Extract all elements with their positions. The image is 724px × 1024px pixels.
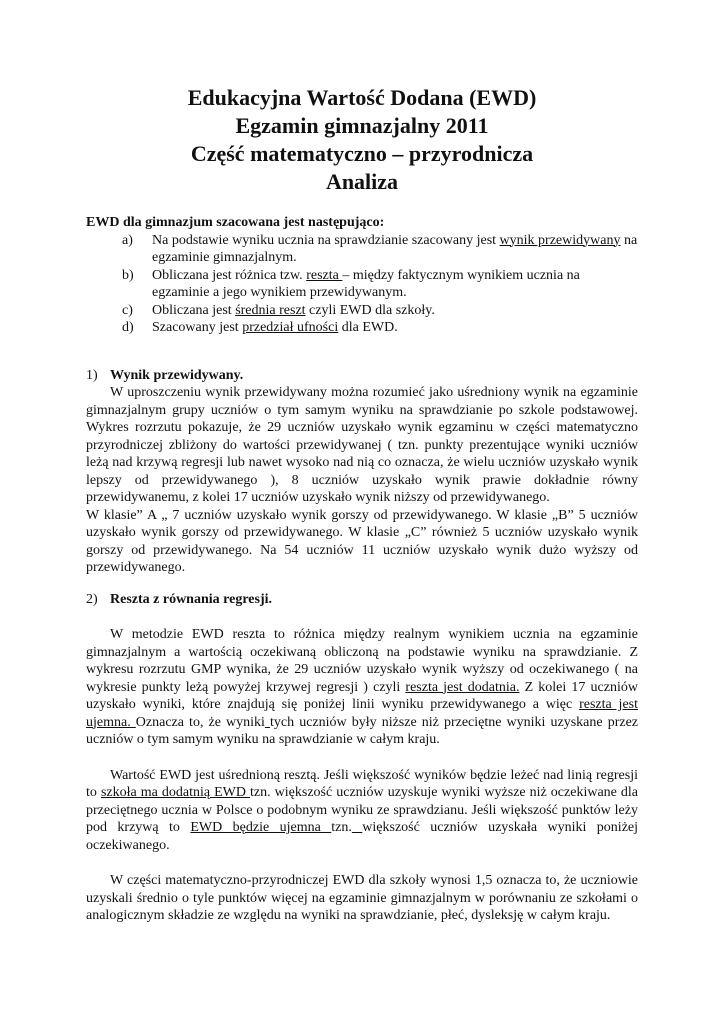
title-line-3: Część matematyczno – przyrodnicza (190, 141, 534, 166)
section-number: 2) (86, 591, 98, 607)
document-title (86, 84, 638, 196)
item-text: Obliczana jest (152, 302, 236, 318)
paragraph-text: tzn. (331, 820, 352, 835)
list-marker: d) (122, 320, 134, 335)
section-2-paragraph-3: W części matematyczno-przyrodniczej EWD dla szkoły wynosi 1,5 oznacza to, że uczniowie uzyskali średnio o tyle punktów więcej na egzaminie gimnazjalnym w porównaniu ze szkołami o analogicznym składzie ze względu na wyniki na sprawdzianie, płeć, dysleksję w całym kraju. (86, 873, 638, 923)
title-line-2: Egzamin gimnazjalny 2011 (235, 113, 489, 138)
document-page (86, 84, 638, 925)
paragraph-text: tzn. większość uczniów uzyskuje wyniki wyższe niż oczekiwane dla przeciętnego ucznia w Polsce o podobnym wyniku ze sprawdzianu. Jeśli większość punktów leży pod krzywą to (86, 785, 639, 835)
paragraph-text: Z kolei 17 uczniów uzyskało wyniki, które znajdują się poniżej linii wyniku przewidywanego a więc (86, 679, 638, 712)
section-1-paragraph-1: W uproszczeniu wynik przewidywany można rozumieć jako uśredniony wynik na egzaminie gimnazjalnym grupy uczniów o tym samym wyniku na sprawdzianie po szkole podstawowej. Wykres rozrzutu pokazuje, że 29 uczniów uzyskało wynik egzaminu w części matematyczno przyrodniczej zbliżony do wartości przewidywanej ( tzn. punkty prezentujące wyniki uczniów leżą nad krzywą regresji lub nawet wysoko nad nią co oznacza, że wielu uczniów uzyskało wynik lepszy od przewidywanego ), 8 uczniów uzyskało wynik prawie dokładnie równy przewidywanemu, z kolei 17 uczniów uzyskało wynik niższy od przewidywanego. (86, 385, 638, 505)
item-text: na egzaminie gimnazjalnym. (152, 232, 638, 265)
paragraph-text: Wartość EWD jest uśrednioną resztą. Jeśli większość wyników będzie leżeć nad linią regresji to (86, 767, 638, 800)
title-line-4: Analiza (325, 169, 399, 194)
section-2-paragraph-1 (86, 626, 638, 749)
item-underlined-term: średnia reszt (235, 302, 306, 318)
intro-item-d (122, 319, 638, 337)
underlined-term: szkoła ma dodatnią EWD (100, 785, 251, 800)
paragraph-text: Oznacza to, że wyniki (135, 714, 265, 730)
title-line-1: Edukacyjna Wartość Dodana (EWD) (187, 85, 537, 110)
item-underlined-term: wynik przewidywany (499, 232, 621, 248)
item-text: dla EWD. (338, 320, 398, 335)
item-text: Obliczana jest różnica tzw. (152, 267, 307, 283)
list-marker: b) (122, 267, 134, 283)
section-title: Wynik przewidywany. (110, 367, 244, 383)
list-marker: a) (122, 232, 133, 248)
section-2-paragraph-2 (86, 767, 638, 855)
section-1-paragraph-2: W klasie” A „ 7 uczniów uzyskało wynik gorszy od przewidywanego. W klasie „B” 5 uczniów uzyskało wynik gorszy od przewidywanego. W klasie „C” również 5 uczniów uzyskało wynik gorszy od przewidywanego. Na 54 uczniów 11 uczniów uzyskało wynik dużo wyższy od przewidywanego. (86, 507, 638, 575)
section-number: 1) (86, 367, 98, 383)
paragraph-text: tych uczniów były niższe niż przeciętne wyniki uzyskane przez uczniów o tym samym wyniku na sprawdzianie w całym kraju. (86, 714, 638, 747)
list-marker: c) (122, 302, 133, 318)
item-text: Na podstawie wyniku ucznia na sprawdzianie szacowany jest (152, 232, 500, 248)
item-underlined-term: reszta (306, 267, 343, 283)
item-text: Szacowany jest (152, 320, 243, 335)
underlined-term: EWD będzie ujemna (190, 820, 332, 835)
item-underlined-term: przedział ufności (242, 320, 339, 335)
paragraph-text: W metodzie EWD reszta to różnica między realnym wynikiem ucznia na egzaminie gimnazjalnym a wartością oczekiwaną obliczoną na podstawie wyniku na sprawdzianie. Z wykresu rozrzutu GMP wynika, że 29 uczniów uzyskało wynik wyższy od oczekiwanego ( na wykresie punkty leżą powyżej krzywej regresji ) czyli (86, 627, 638, 695)
item-text: – między faktycznym wynikiem ucznia na egzaminie a jego wynikiem przewidywanym. (152, 267, 580, 300)
item-text: czyli EWD dla szkoły. (305, 302, 435, 318)
section-title: Reszta z równania regresji. (110, 591, 272, 607)
underlined-space (352, 820, 362, 835)
intro-list (86, 232, 638, 337)
intro-item-c (122, 302, 638, 320)
paragraph-text: większość uczniów uzyskała wyniki poniżej oczekiwanego. (86, 820, 639, 853)
section-2-heading (86, 591, 638, 609)
intro-item-b (122, 267, 638, 302)
intro-item-a (122, 232, 638, 267)
underlined-term: reszta jest dodatnia. (405, 679, 520, 695)
section-1-heading (86, 367, 638, 385)
underlined-term: reszta jest ujemna. (86, 697, 638, 730)
intro-heading: EWD dla gimnazjum szacowana jest następująco: (86, 215, 385, 230)
